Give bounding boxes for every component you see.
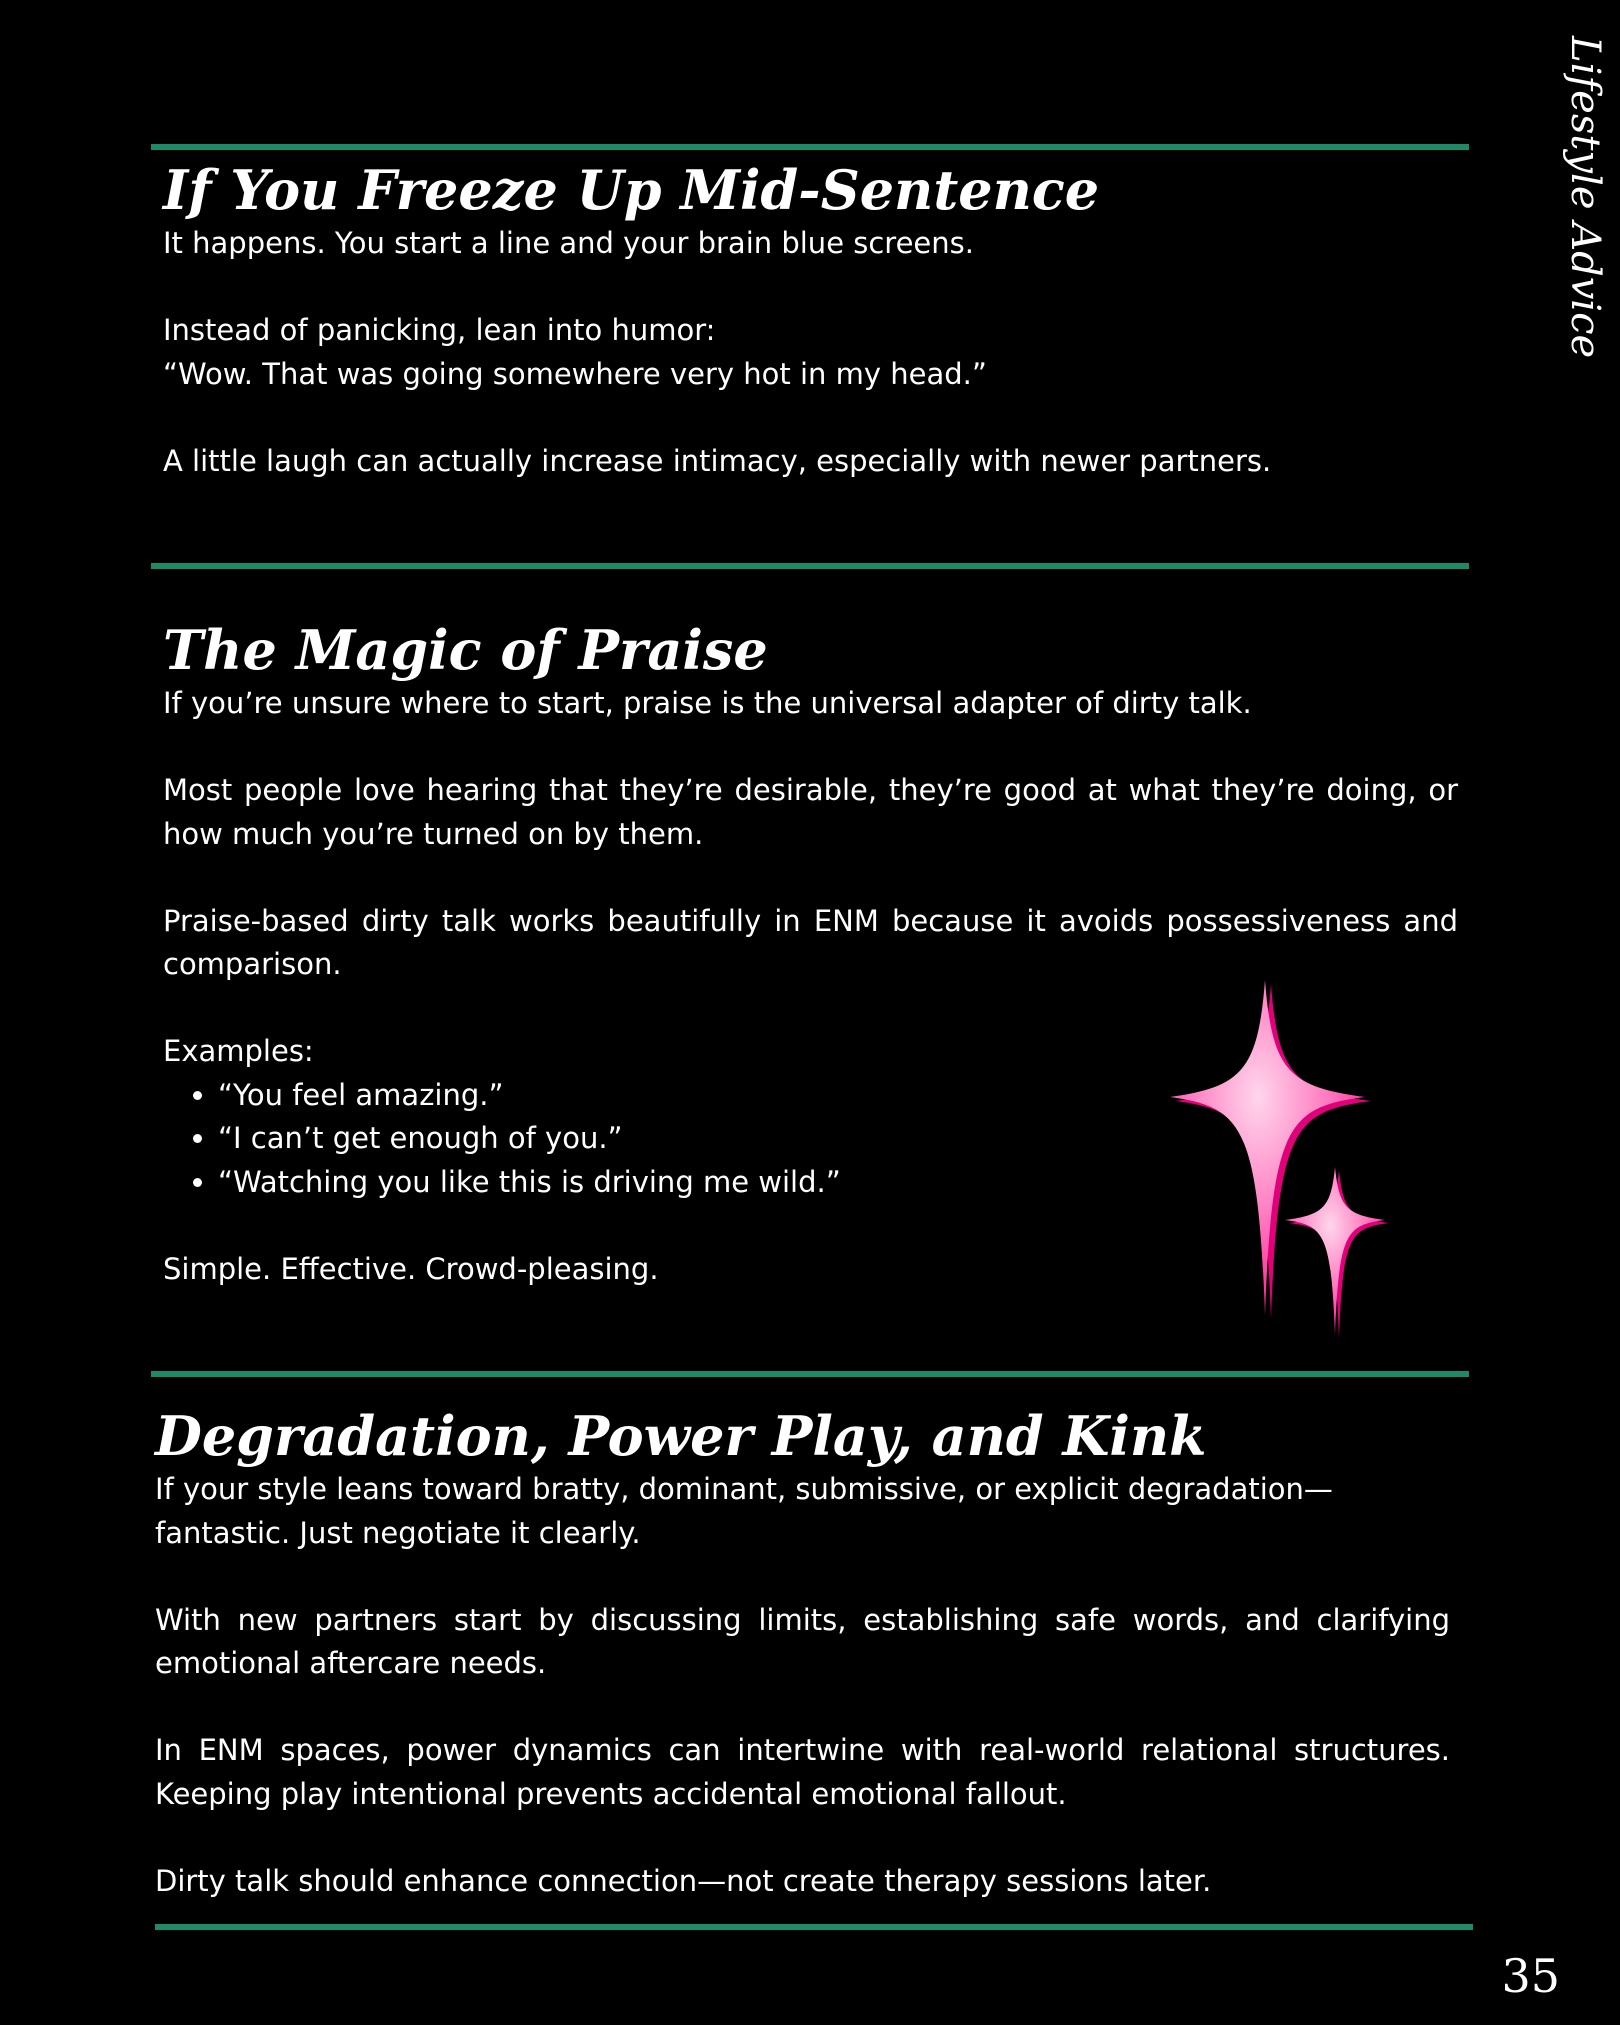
- paragraph: Praise-based dirty talk works beautifully in ENM because it avoids possessiveness and comparison.: [163, 903, 1458, 981]
- section-heading: The Magic of Praise: [163, 618, 768, 682]
- divider-bottom: [155, 1924, 1473, 1930]
- paragraph: It happens. You start a line and your brain blue screens.: [163, 226, 974, 260]
- divider-3: [151, 1371, 1469, 1377]
- section-degradation-power-play: [155, 1404, 1450, 1903]
- examples-label: Examples:: [163, 1034, 314, 1068]
- paragraph: If your style leans toward bratty, dominant, submissive, or explicit degradation—fantastic. Just negotiate it clearly.: [155, 1472, 1333, 1550]
- paragraph: Dirty talk should enhance connection—not create therapy sessions later.: [155, 1863, 1212, 1898]
- paragraph: If you’re unsure where to start, praise is the universal adapter of dirty talk.: [163, 686, 1252, 720]
- section-heading: Degradation, Power Play, and Kink: [155, 1404, 1207, 1468]
- paragraph: Most people love hearing that they’re desirable, they’re good at what they’re doing, or how much you’re turned on by them.: [163, 773, 1458, 851]
- divider-top: [151, 144, 1469, 150]
- divider-2: [151, 563, 1469, 569]
- paragraph: A little laugh can actually increase intimacy, especially with newer partners.: [163, 443, 1272, 478]
- list-item: • “I can’t get enough of you.”: [218, 1117, 1458, 1161]
- list-item: • “Watching you like this is driving me wild.”: [218, 1161, 1458, 1205]
- side-section-label: Lifestyle Advice: [1562, 36, 1608, 359]
- paragraph: Instead of panicking, lean into humor: “Wow. That was going somewhere very hot in my head.”: [163, 313, 987, 391]
- paragraph: Simple. Effective. Crowd-pleasing.: [163, 1251, 659, 1286]
- section-heading: If You Freeze Up Mid-Sentence: [163, 158, 1100, 222]
- page-number: 35: [1501, 1949, 1560, 2003]
- paragraph: In ENM spaces, power dynamics can intertwine with real-world relational structures. Keeping play intentional prevents accidental emotional fallout.: [155, 1733, 1450, 1811]
- section-freeze-up: [163, 158, 1458, 483]
- sparkle-icon: [1160, 975, 1390, 1350]
- list-item: • “You feel amazing.”: [218, 1074, 1458, 1118]
- paragraph: With new partners start by discussing limits, establishing safe words, and clarifying emotional aftercare needs.: [155, 1602, 1450, 1680]
